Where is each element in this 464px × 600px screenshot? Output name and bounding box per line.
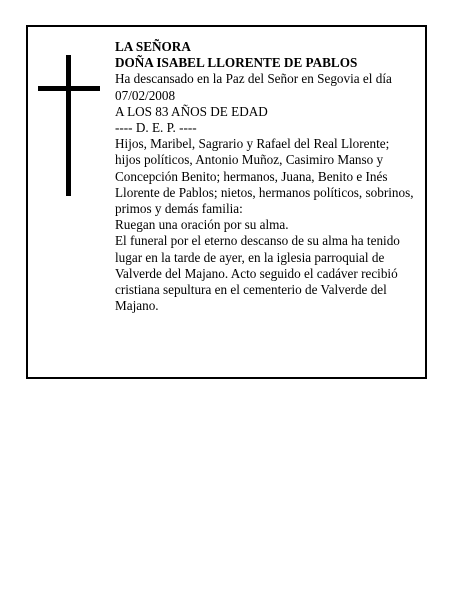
obituary-notice xyxy=(26,25,427,379)
death-statement: Ha descansado en la Paz del Señor en Segovia el día 07/02/2008 xyxy=(115,71,392,103)
honorific: LA SEÑORA xyxy=(115,39,191,54)
family-list: Hijos, Maribel, Sagrario y Rafael del Real Llorente; hijos políticos, Antonio Muñoz, Casimiro Manso y Concepción Benito; hermanos, Juana, Benito e Inés Llorente de Pablos; nietos, hermanos políticos, sobrinos, primos y demás familia: xyxy=(115,136,414,217)
deceased-name: DOÑA ISABEL LLORENTE DE PABLOS xyxy=(115,55,358,71)
funeral-details: El funeral por el eterno descanso de su alma ha tenido lugar en la tarde de ayer, en la iglesia parroquial de Valverde del Majano. Acto seguido el cadáver recibió cristiana sepultura en el cementerio de Valverde del Majano. xyxy=(115,233,400,314)
prayer-request: Ruegan una oración por su alma. xyxy=(115,217,289,233)
rip-line: ---- D. E. P. ---- xyxy=(115,120,197,136)
cross-vertical-bar xyxy=(66,55,71,196)
cross-horizontal-bar xyxy=(38,86,100,91)
age-line: A LOS 83 AÑOS DE EDAD xyxy=(115,103,268,119)
obituary-text xyxy=(115,39,415,314)
cross-icon xyxy=(38,55,100,196)
